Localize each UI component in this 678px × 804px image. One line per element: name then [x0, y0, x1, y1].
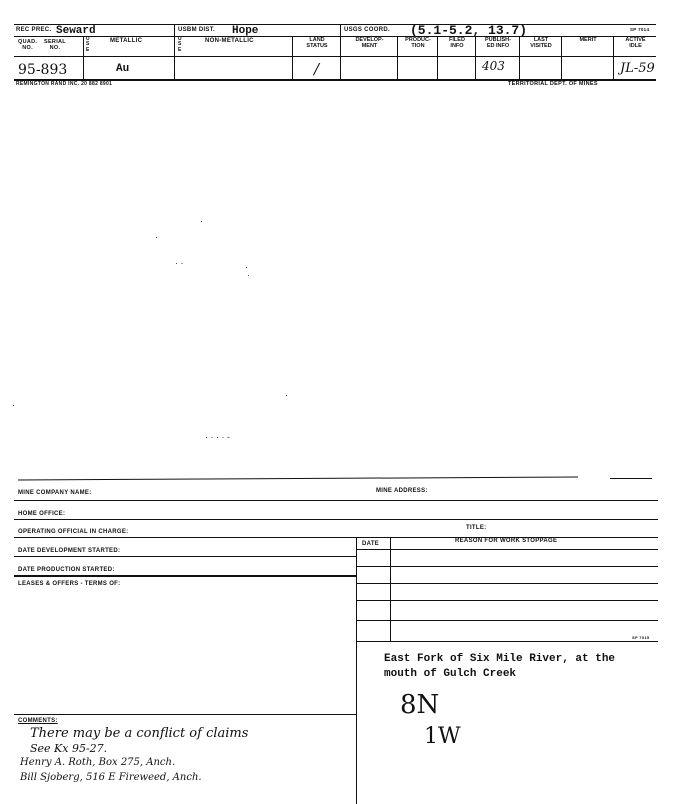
lower-top-line-right — [610, 478, 652, 479]
use-divider-1 — [83, 36, 84, 79]
table-row-4 — [356, 600, 658, 601]
col-merit: MERIT — [561, 36, 614, 79]
table-row-5 — [356, 620, 658, 621]
line-4 — [14, 556, 356, 557]
col-quad: QUAD. NO. — [18, 39, 38, 51]
col-nonmetallic: NON-METALLIC — [205, 38, 254, 44]
title-label: TITLE: — [466, 525, 487, 531]
active-idle-value: JL-59 — [620, 61, 655, 76]
leases-label: LEASES & OFFERS - TERMS OF: — [18, 581, 121, 587]
location-note: East Fork of Six Mile River, at the mouth of Gulch Creek — [384, 653, 616, 680]
col-production: PRODUC- TION — [397, 36, 438, 79]
lower-form-number: SP 7015 — [632, 635, 650, 640]
rec-prec-label: REC PREC. — [16, 27, 52, 33]
mine-company-name-label: MINE COMPANY NAME: — [18, 490, 92, 496]
line-2 — [14, 519, 658, 520]
usbm-dist-label: USBM DIST. — [178, 27, 216, 33]
col-use-metallic: U S E — [86, 36, 90, 53]
comments-line — [14, 714, 356, 715]
center-divider — [356, 537, 357, 804]
date-col-header: DATE — [362, 541, 380, 547]
comment-line-4: Bill Sjoberg, 516 E Fireweed, Anch. — [20, 772, 202, 783]
date-dev-started-label: DATE DEVELOPMENT STARTED: — [18, 548, 121, 554]
line-3 — [14, 537, 658, 538]
table-row-1 — [356, 549, 658, 550]
home-office-label: HOME OFFICE: — [18, 511, 66, 517]
comment-line-3: Henry A. Roth, Box 275, Anch. — [20, 757, 176, 768]
range-note: 1W — [424, 724, 461, 749]
metallic-value: Au — [116, 63, 130, 75]
col-serial: SERIAL NO. — [44, 39, 66, 51]
table-row-2 — [356, 566, 658, 567]
col-filed-info: FILED INFO — [437, 36, 476, 79]
date-prod-started-label: DATE PRODUCTION STARTED: — [18, 567, 115, 573]
comment-line-2: See Kx 95-27. — [30, 742, 108, 755]
printer-imprint: REMINGTON RAND INC. 20 882 8901 — [16, 81, 113, 87]
table-row-3 — [356, 583, 658, 584]
quad-serial-value: 95-893 — [18, 62, 68, 78]
lower-top-line — [18, 477, 578, 481]
line-1 — [14, 500, 658, 501]
col-active-idle: ACTIVE IDLE — [613, 36, 657, 79]
form-number: SP 7014 — [630, 27, 650, 32]
operating-official-label: OPERATING OFFICIAL IN CHARGE: — [18, 529, 129, 535]
comments-label: COMMENTS: — [18, 718, 58, 724]
usbm-divider — [174, 24, 175, 79]
table-row-6 — [356, 641, 658, 642]
comment-line-1: There may be a conflict of claims — [30, 726, 249, 741]
col-land-status: LAND STATUS — [292, 36, 341, 79]
dept-imprint: TERRITORIAL DEPT. OF MINES — [508, 81, 598, 87]
usgs-coord-label: USGS COORD. — [344, 27, 390, 33]
col-metallic: METALLIC — [110, 38, 143, 44]
township-note: 8N — [400, 690, 440, 720]
published-info-value: 403 — [482, 59, 505, 73]
col-development: DEVELOP- MENT — [340, 36, 398, 79]
rec-prec-value: Seward — [56, 25, 96, 37]
top-border-line — [14, 24, 656, 25]
land-status-value: / — [314, 60, 320, 78]
col-last-visited: LAST VISITED — [519, 36, 562, 79]
col-published-info: PUBLISH- ED INFO — [475, 36, 520, 79]
usbm-dist-value: Hope — [232, 25, 259, 37]
mine-address-label: MINE ADDRESS: — [376, 488, 428, 494]
line-5 — [14, 575, 356, 577]
col-use-nonmetallic: U S E — [178, 36, 182, 53]
reason-col-header: REASON FOR WORK STOPPAGE — [455, 538, 558, 544]
usgs-coord-value: (5.1-5.2, 13.7) — [410, 23, 528, 38]
date-col-divider — [390, 537, 391, 641]
